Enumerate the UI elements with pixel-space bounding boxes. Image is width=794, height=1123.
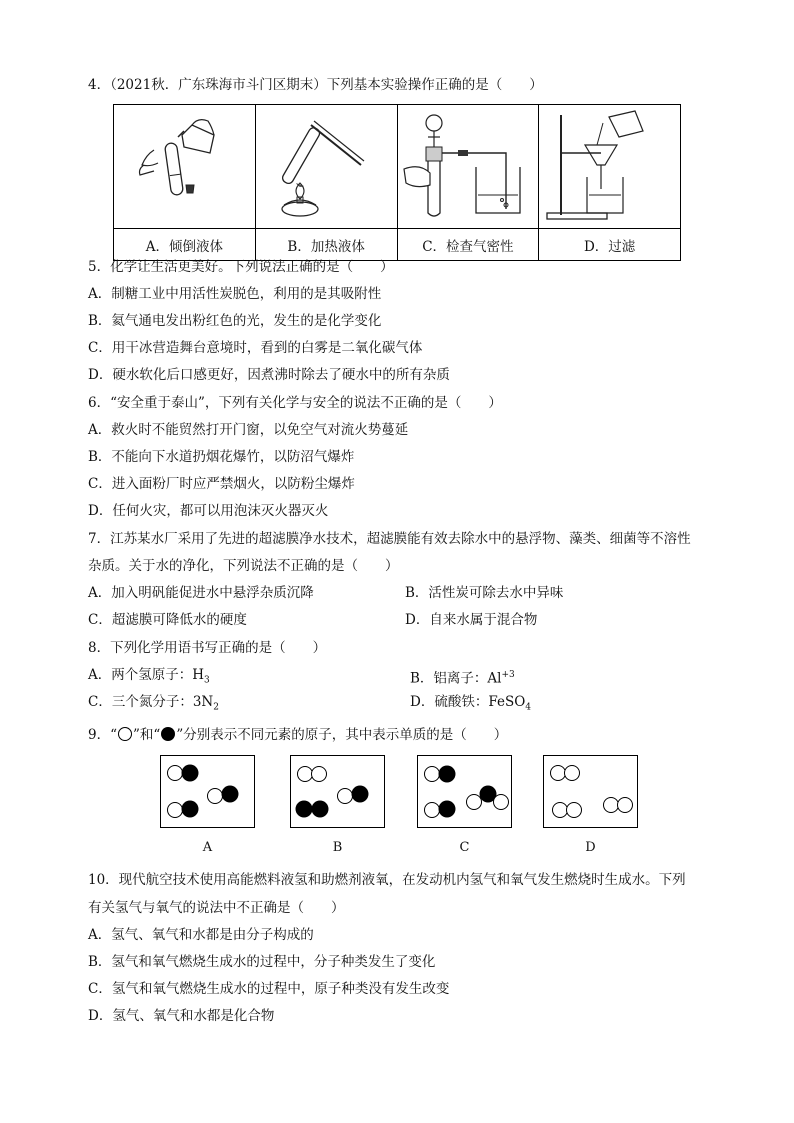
q6-option-c: C．进入面粉厂时应严禁烟火，以防粉尘爆炸 <box>88 476 355 492</box>
q7-option-c: C．超滤膜可降低水的硬度 <box>88 612 247 628</box>
q5-option-c: C．用干冰营造舞台意境时，看到的白雾是二氧化碳气体 <box>88 340 423 356</box>
q5-option-d: D．硬水软化后口感更好，因煮沸时除去了硬水中的所有杂质 <box>88 367 450 383</box>
q6-option-b: B．不能向下水道扔烟花爆竹，以防沼气爆炸 <box>88 449 355 465</box>
q7-option-d: D．自来水属于混合物 <box>405 612 538 628</box>
pouring-liquid-illustration <box>114 105 256 229</box>
molecule-label-a: A <box>202 840 213 855</box>
q8-option-c-text: C．三个氮分子：3N <box>88 694 214 710</box>
q10-stem-line2: 有关氢气与氧气的说法中不正确是（ ） <box>88 900 345 916</box>
caption-d: D．过滤 <box>539 229 681 261</box>
molecule-label-d: D <box>585 840 596 855</box>
q7-stem-line2: 杂质。关于水的净化，下列说法不正确的是（ ） <box>88 558 399 574</box>
q6-option-d: D．任何火灾，都可以用泡沫灭火器灭火 <box>88 503 329 519</box>
q6-option-a: A．救火时不能贸然打开门窗，以免空气对流火势蔓延 <box>88 422 409 438</box>
q8-option-d-sub: 4 <box>525 702 531 713</box>
q9-suffix: ”分别表示不同元素的原子，其中表示单质的是（ ） <box>176 727 508 743</box>
q8-option-c <box>88 693 219 717</box>
q10-stem-line1: 10．现代航空技术使用高能燃料液氢和助燃剂液氧，在发动机内氢气和氧气发生燃烧时生成水。下列 <box>88 872 686 888</box>
q8-option-b-text: B．铝离子：Al <box>410 670 502 687</box>
q8-option-d-text: D．硫酸铁：FeSO <box>410 694 526 710</box>
heating-liquid-illustration <box>255 105 397 229</box>
caption-a: A．倾倒液体 <box>114 229 256 261</box>
q10-option-b: B．氢气和氧气燃烧生成水的过程中，分子种类发生了变化 <box>88 954 436 970</box>
filtration-illustration <box>539 105 681 229</box>
molecule-box-c <box>417 755 512 828</box>
q5-option-b: B．氦气通电发出粉红色的光，发生的是化学变化 <box>88 313 382 329</box>
molecule-box-d <box>543 755 638 828</box>
q8-option-b <box>410 666 515 688</box>
molecule-box-a <box>160 755 255 828</box>
q10-option-a: A．氢气、氧气和水都是由分子构成的 <box>88 927 314 943</box>
q8-option-a <box>88 666 210 690</box>
molecule-box-b <box>290 755 385 828</box>
q6-stem: 6．“安全重于泰山”，下列有关化学与安全的说法不正确的是（ ） <box>88 395 502 411</box>
q4-experiment-table <box>113 104 681 261</box>
molecule-label-b: B <box>332 840 343 855</box>
q10-option-d: D．氢气、氧气和水都是化合物 <box>88 1008 275 1024</box>
q8-option-a-sub: 3 <box>204 675 210 686</box>
q8-option-c-sub: 2 <box>213 702 219 713</box>
q9-stem <box>88 726 507 744</box>
q5-stem: 5．化学让生活更美好。下列说法正确的是（ ） <box>88 259 394 275</box>
white-atom-icon <box>117 726 133 742</box>
q10-option-c: C．氢气和氧气燃烧生成水的过程中，原子种类没有发生改变 <box>88 981 450 997</box>
q8-stem: 8．下列化学用语书写正确的是（ ） <box>88 640 327 656</box>
q9-mid: ”和“ <box>133 727 161 743</box>
q9-prefix: 9．“ <box>88 727 117 743</box>
airtightness-check-illustration <box>397 105 539 229</box>
molecule-label-c: C <box>459 840 470 855</box>
q8-option-d <box>410 693 531 717</box>
q4-stem: 4．（2021秋．广东珠海市斗门区期末）下列基本实验操作正确的是（ ） <box>88 77 543 93</box>
q7-option-b: B．活性炭可除去水中异味 <box>405 585 564 601</box>
q5-option-a: A．制糖工业中用活性炭脱色，利用的是其吸附性 <box>88 286 382 302</box>
q7-option-a: A．加入明矾能促进水中悬浮杂质沉降 <box>88 585 314 601</box>
black-atom-icon <box>160 726 176 742</box>
q8-option-b-sup: +3 <box>501 670 515 680</box>
q8-option-a-text: A．两个氢原子：H <box>88 667 205 683</box>
q7-stem-line1: 7．江苏某水厂采用了先进的超滤膜净水技术，超滤膜能有效去除水中的悬浮物、藻类、细菌等不溶性 <box>88 531 691 547</box>
caption-b: B．加热液体 <box>255 229 397 261</box>
caption-c: C．检查气密性 <box>397 229 539 261</box>
